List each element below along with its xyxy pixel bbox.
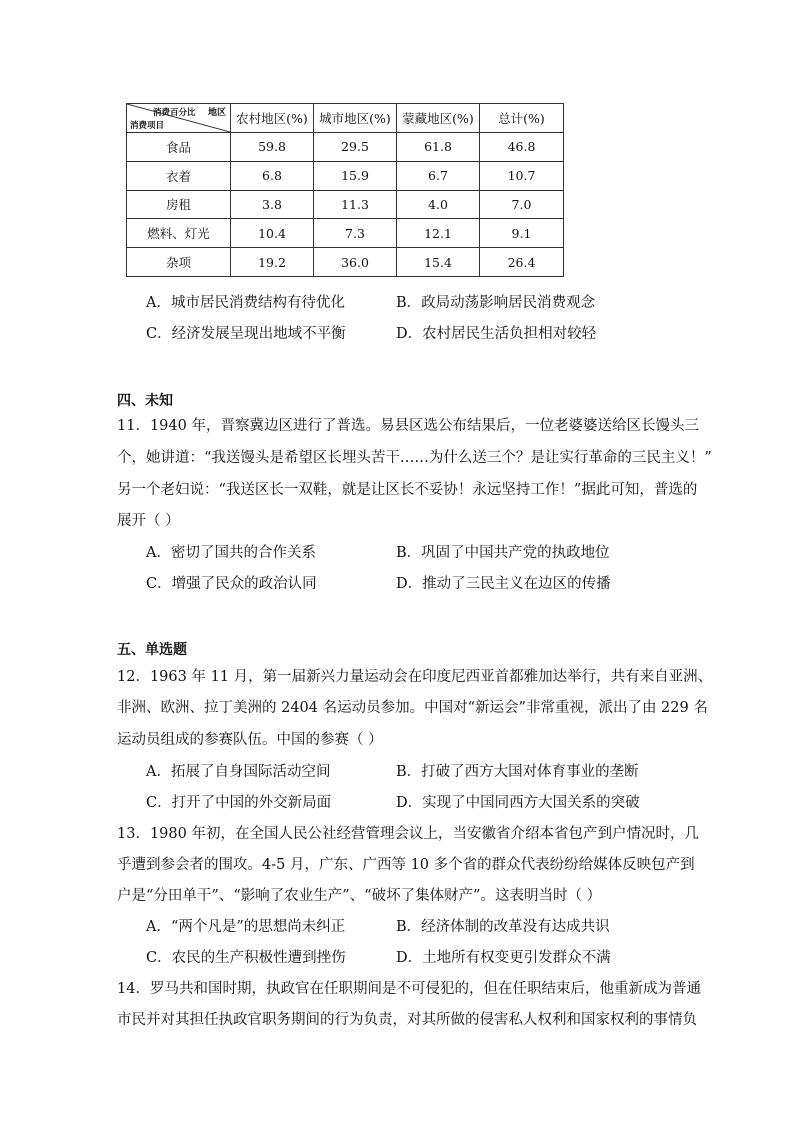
q11-option-c[interactable]: C．增强了民众的政治认同: [146, 576, 317, 592]
table-cell: 4.0: [397, 190, 480, 219]
q12-stem-line: 运动员组成的参赛队伍。中国的参赛（ ）: [117, 732, 383, 748]
table-cell: 61.8: [397, 133, 480, 162]
q13-stem-line: 户是“分田单干”、“影响了农业生产”、“破坏了集体财产”。这表明当时（ ）: [117, 888, 602, 904]
header-top-right-label: 地区: [207, 108, 226, 118]
column-header: 城市地区(%): [314, 104, 397, 133]
table-row: [127, 190, 564, 219]
q11-stem-line: 11．1940 年，晋察冀边区进行了普选。易县区选公布结果后，一位老婆婆送给区长馒头三: [117, 418, 699, 434]
q14-stem-line: 市民并对其担任执政官职务期间的行为负责，对其所做的侵害私人权利和国家权利的事情负: [117, 1012, 697, 1028]
section-5-title: 五、单选题: [117, 642, 187, 658]
q10-option-d[interactable]: D．农村居民生活负担相对较轻: [396, 326, 597, 342]
table-cell: 46.8: [480, 133, 564, 162]
table-cell: 7.3: [314, 219, 397, 248]
table-cell: 26.4: [480, 248, 564, 277]
column-header: 蒙藏地区(%): [397, 104, 480, 133]
q13-option-a[interactable]: A．“两个凡是”的思想尚未纠正: [146, 919, 346, 935]
row-label: 食品: [127, 133, 231, 162]
column-header: 总计(%): [480, 104, 564, 133]
header-mid-label: 消费百分比: [153, 108, 196, 118]
table-diagonal-header: [127, 104, 231, 133]
q12-option-c[interactable]: C．打开了中国的外交新局面: [146, 795, 332, 811]
row-label: 房租: [127, 190, 231, 219]
table-cell: 29.5: [314, 133, 397, 162]
table-row: [127, 248, 564, 277]
q11-option-b[interactable]: B．巩固了中国共产党的执政地位: [396, 545, 610, 561]
q13-stem-line: 13．1980 年初，在全国人民公社经营管理会议上，当安徽省介绍本省包产到户情况时，几: [117, 826, 699, 842]
table-cell: 15.4: [397, 248, 480, 277]
q13-option-d[interactable]: D．土地所有权变更引发群众不满: [396, 950, 611, 966]
q13-stem-line: 乎遭到参会者的围攻。4-5 月，广东、广西等 10 多个省的群众代表纷纷给媒体反映包产到: [117, 857, 695, 873]
q11-stem-line: 个，她讲道：“我送馒头是希望区长埋头苦干……为什么送三个？是让实行革命的三民主义！”: [117, 450, 712, 466]
table-cell: 9.1: [480, 219, 564, 248]
q14-stem-line: 14．罗马共和国时期，执政官在任职期间是不可侵犯的，但在任职结束后，他重新成为普通: [117, 981, 701, 997]
q12-option-a[interactable]: A．拓展了自身国际活动空间: [146, 764, 331, 780]
table-cell: 3.8: [231, 190, 314, 219]
header-bottom-left-label: 消费项目: [130, 121, 165, 131]
consumption-table: [126, 103, 564, 277]
table-cell: 7.0: [480, 190, 564, 219]
row-label: 杂项: [127, 248, 231, 277]
q11-option-d[interactable]: D．推动了三民主义在边区的传播: [396, 576, 611, 592]
table-cell: 10.7: [480, 161, 564, 190]
table-cell: 59.8: [231, 133, 314, 162]
table-row: [127, 133, 564, 162]
table-cell: 12.1: [397, 219, 480, 248]
q12-option-b[interactable]: B．打破了西方大国对体育事业的垄断: [396, 764, 639, 780]
q10-option-c[interactable]: C．经济发展呈现出地域不平衡: [146, 326, 346, 342]
column-header: 农村地区(%): [231, 104, 314, 133]
q13-option-b[interactable]: B．经济体制的改革没有达成共识: [396, 919, 610, 935]
section-4-title: 四、未知: [117, 393, 173, 409]
table-cell: 6.7: [397, 161, 480, 190]
q10-option-b[interactable]: B．政局动荡影响居民消费观念: [396, 295, 596, 311]
q11-stem-line: 展开（ ）: [117, 513, 180, 529]
table-cell: 11.3: [314, 190, 397, 219]
row-label: 衣着: [127, 161, 231, 190]
q10-option-a[interactable]: A．城市居民消费结构有待优化: [146, 295, 345, 311]
table-row: [127, 219, 564, 248]
table-cell: 6.8: [231, 161, 314, 190]
q12-stem-line: 12．1963 年 11 月，第一届新兴力量运动会在印度尼西亚首都雅加达举行，共有来自亚洲、: [117, 669, 713, 685]
table-cell: 36.0: [314, 248, 397, 277]
q12-option-d[interactable]: D．实现了中国同西方大国关系的突破: [396, 795, 640, 811]
table-cell: 10.4: [231, 219, 314, 248]
table-cell: 19.2: [231, 248, 314, 277]
q11-option-a[interactable]: A．密切了国共的合作关系: [146, 545, 316, 561]
q12-stem-line: 非洲、欧洲、拉丁美洲的 2404 名运动员参加。中国对“新运会”非常重视，派出了由 229 名: [117, 700, 708, 716]
q11-stem-line: 另一个老妇说：“我送区长一双鞋，就是让区长不妥协！永远坚持工作！”据此可知，普选的: [117, 482, 698, 498]
row-label: 燃料、灯光: [127, 219, 231, 248]
table-row: [127, 161, 564, 190]
q13-option-c[interactable]: C．农民的生产积极性遭到挫伤: [146, 950, 346, 966]
table-cell: 15.9: [314, 161, 397, 190]
